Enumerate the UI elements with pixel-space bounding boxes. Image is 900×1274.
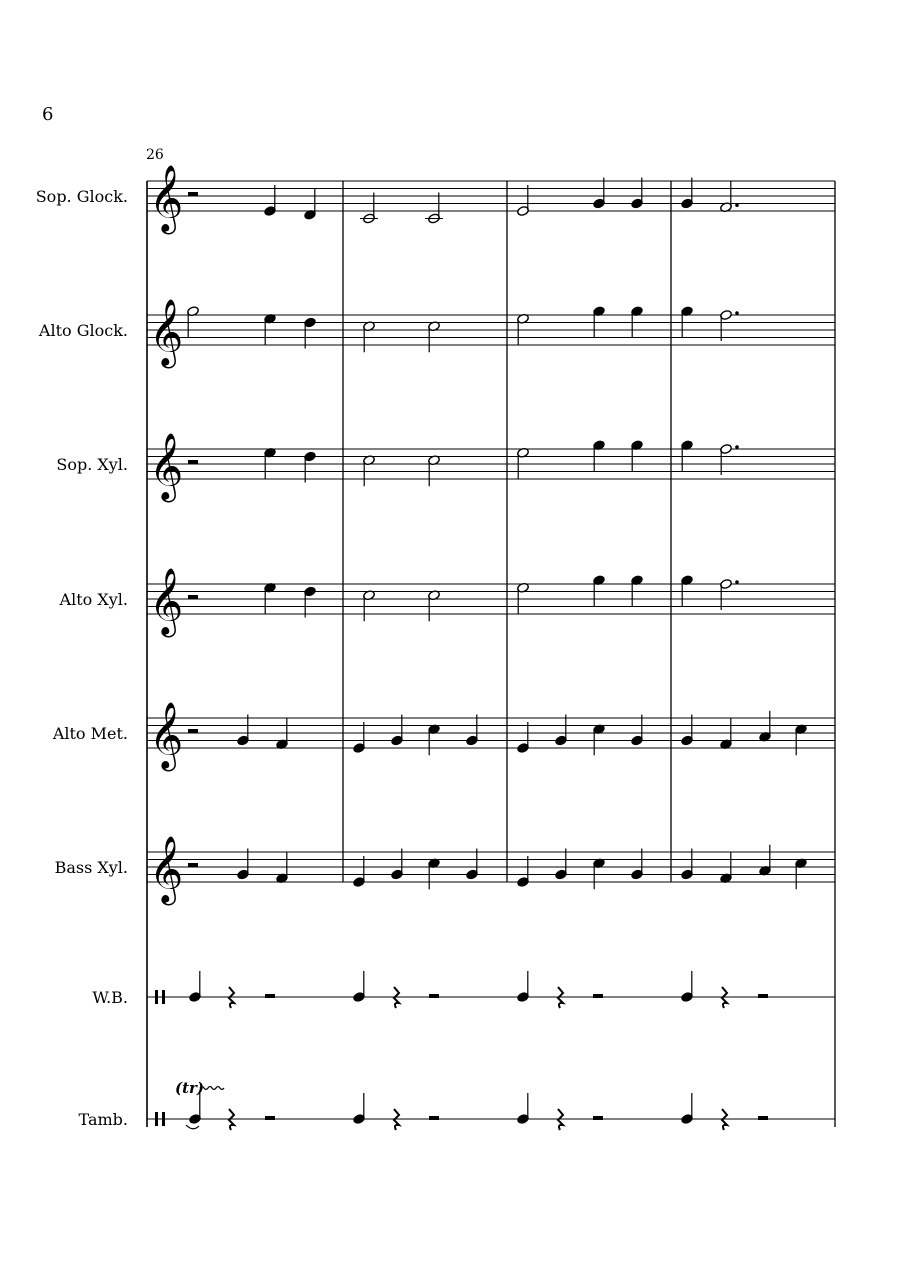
half-rest xyxy=(188,192,198,196)
tie-mark xyxy=(186,1125,199,1129)
staff-alto-xyl xyxy=(59,567,835,638)
quarter-rest xyxy=(722,987,727,1008)
half-rest xyxy=(429,1116,439,1120)
staff-alto-met xyxy=(52,701,835,772)
half-rest xyxy=(593,994,603,998)
quarter-rest xyxy=(229,987,234,1008)
quarter-rest xyxy=(558,1109,563,1130)
quarter-rest xyxy=(722,1109,727,1130)
instrument-label: Sop. Xyl. xyxy=(56,455,128,474)
treble-clef-icon: 𝄞 xyxy=(149,834,184,903)
half-rest xyxy=(758,994,768,998)
percussion-clef-icon xyxy=(155,1112,158,1126)
quarter-rest xyxy=(394,987,399,1008)
staff-alto-glock xyxy=(38,298,835,369)
staff-sop-glock xyxy=(36,164,835,235)
percussion-clef-icon xyxy=(155,990,158,1004)
treble-clef-icon: 𝄞 xyxy=(149,163,184,232)
instrument-label: Tamb. xyxy=(78,1110,128,1129)
quarter-rest xyxy=(229,1109,234,1130)
measure-number: 26 xyxy=(146,147,164,163)
treble-clef-icon: 𝄞 xyxy=(149,566,184,635)
half-rest xyxy=(188,863,198,867)
treble-clef-icon: 𝄞 xyxy=(149,297,184,366)
half-rest xyxy=(758,1116,768,1120)
staff-w-b xyxy=(92,971,835,1008)
instrument-label: Alto Xyl. xyxy=(59,590,128,609)
augmentation-dot xyxy=(735,445,739,449)
half-rest xyxy=(188,595,198,599)
quarter-rest xyxy=(558,987,563,1008)
treble-clef-icon: 𝄞 xyxy=(149,700,184,769)
augmentation-dot xyxy=(735,311,739,315)
instrument-label: Sop. Glock. xyxy=(35,187,128,206)
augmentation-dot xyxy=(735,580,739,584)
instrument-label: Bass Xyl. xyxy=(54,858,128,877)
staff-sop-xyl xyxy=(56,432,835,503)
page-number: 6 xyxy=(42,104,54,125)
half-rest xyxy=(429,994,439,998)
augmentation-dot xyxy=(735,203,739,207)
half-rest xyxy=(593,1116,603,1120)
treble-clef-icon: 𝄞 xyxy=(149,431,184,500)
half-rest xyxy=(265,994,275,998)
percussion-clef-icon xyxy=(162,1112,165,1126)
staff-tamb xyxy=(79,1079,835,1130)
instrument-label: W.B. xyxy=(92,988,128,1007)
half-rest xyxy=(188,460,198,464)
quarter-rest xyxy=(394,1109,399,1130)
trill-mark: (tr) xyxy=(175,1079,205,1097)
instrument-label: Alto Glock. xyxy=(38,321,128,340)
instrument-label: Alto Met. xyxy=(52,724,128,743)
half-rest xyxy=(188,729,198,733)
staff-bass-xyl xyxy=(55,835,835,906)
percussion-clef-icon xyxy=(162,990,165,1004)
score-system xyxy=(36,164,835,1131)
half-rest xyxy=(265,1116,275,1120)
